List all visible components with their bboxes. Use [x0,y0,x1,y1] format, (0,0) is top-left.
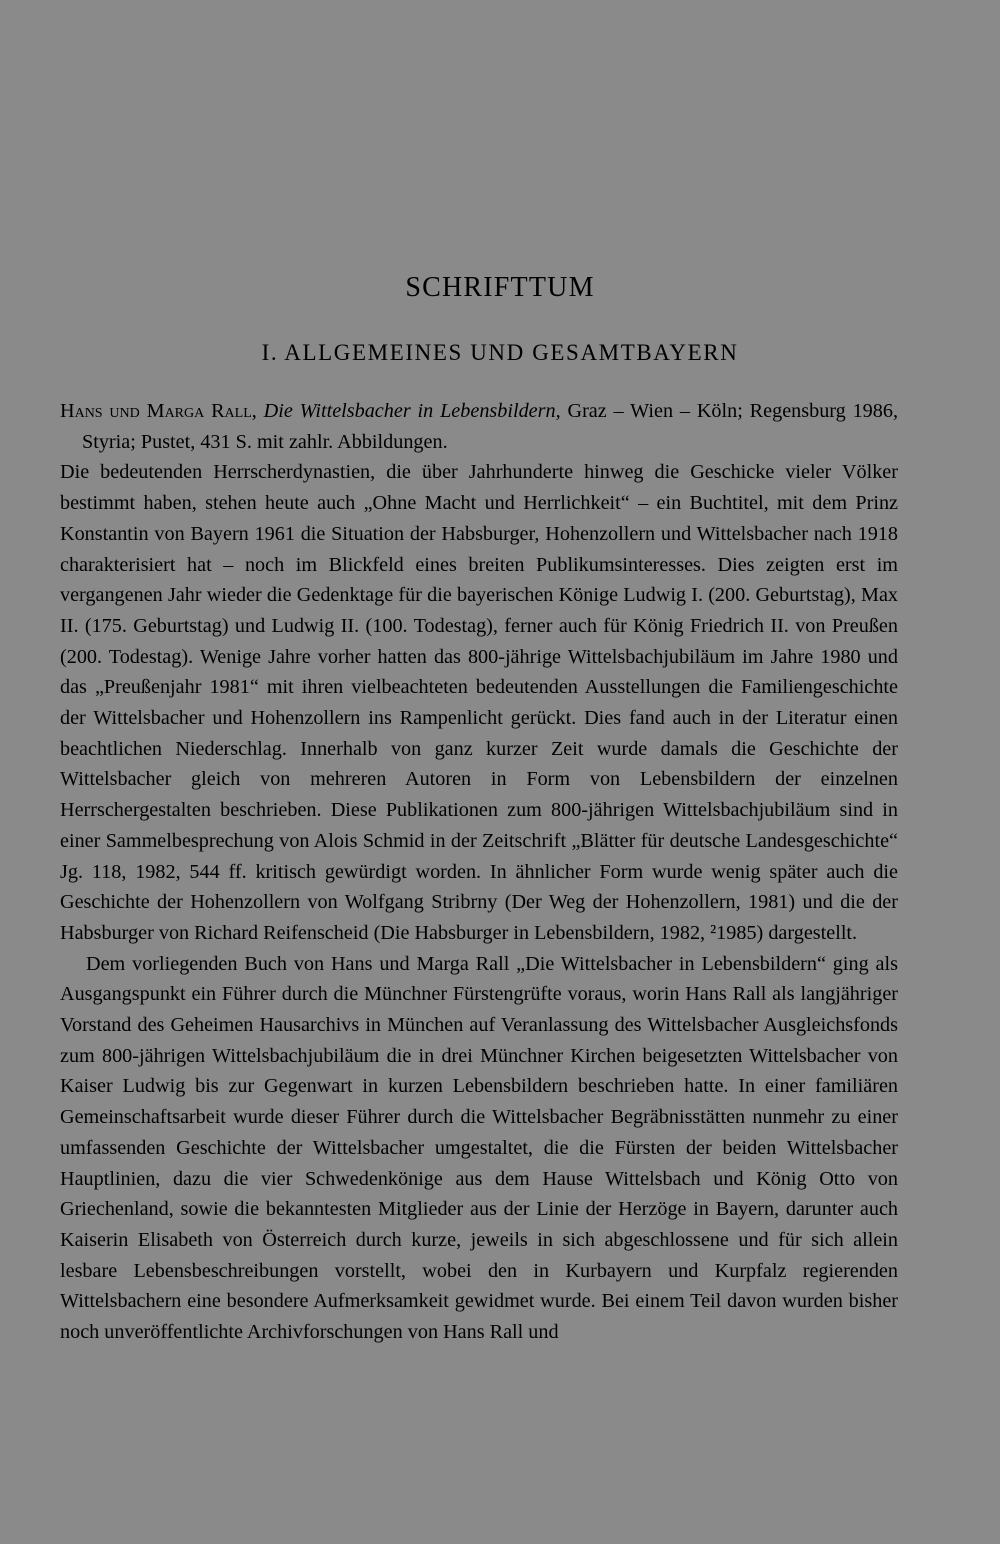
review-paragraph-2: Dem vorliegenden Buch von Hans und Marga Rall „Die Wittelsbacher in Lebensbildern“ ging als Ausgangspunkt ein Führer durch die Münchner Fürstengrüfte voraus, worin Hans Rall als langjähriger Vorstand des Geheimen Hausarchivs in München auf Veranlassung des Wittelsbacher Ausgleichsfonds zum 800-jährigen Wittelsbachjubiläum die in drei Münchner Kirchen beigesetzten Wittelsbacher von Kaiser Ludwig bis zur Gegenwart in kurzen Lebensbildern beschrieben hatte. In einer familiären Gemeinschaftsarbeit wurde dieser Führer durch die Wittelsbacher Begräbnisstätten nunmehr zu einer umfassenden Geschichte der Wittelsbacher umgestaltet, die die Fürsten der beiden Wittelsbacher Hauptlinien, dazu die vier Schwedenkönige aus dem Hause Wittelsbach und König Otto von Griechenland, sowie die bekanntesten Mitglieder aus der Linie der Herzöge in Bayern, darunter auch Kaiserin Elisabeth von Österreich durch kurze, jeweils in sich abgeschlossene und für sich allein lesbare Lebensbeschreibungen vorstellt, wobei den in Kurbayern und Kurpfalz regierenden Wittelsbachern eine besondere Aufmerksamkeit gewidmet wurde. Bei einem Teil davon wurden bisher noch unveröffentlichte Archivforschungen von Hans Rall und [60,952,898,1344]
body-text [60,396,898,1348]
page-title: SCHRIFTTUM [405,272,595,303]
section-heading: I. ALLGEMEINES UND GESAMTBAYERN [261,340,739,365]
bibliographic-entry [60,396,898,457]
entry-authors: Hans und Marga Rall, [60,400,257,422]
review-paragraph-1: Die bedeutenden Herrscherdynastien, die über Jahrhunderte hinweg die Geschicke vieler Völker bestimmt haben, stehen heute auch „Ohne Macht und Herrlichkeit“ – ein Buchtitel, mit dem Prinz Konstantin von Bayern 1961 die Situation der Habsburger, Hohenzollern und Wittelsbacher nach 1918 charakterisiert hat – noch im Blickfeld eines breiten Publikumsinteresses. Dies zeigten erst im vergangenen Jahr wieder die Gedenktage für die bayerischen Könige Ludwig I. (200. Geburtstag), Max II. (175. Geburtstag) und Ludwig II. (100. Todestag), ferner auch für König Friedrich II. von Preußen (200. Todestag). Wenige Jahre vorher hatten das 800-jährige Wittelsbachjubiläum im Jahre 1980 und das „Preußenjahr 1981“ mit ihren vielbeachteten bedeutenden Ausstellungen die Familiengeschichte der Wittelsbacher und Hohenzollern ins Rampenlicht gerückt. Dies fand auch in der Literatur einen beachtlichen Niederschlag. Innerhalb von ganz kurzer Zeit wurde damals die Geschichte der Wittelsbacher gleich von mehreren Autoren in Form von Lebensbildern der einzelnen Herrschergestalten beschrieben. Diese Publikationen zum 800-jährigen Wittelsbachjubiläum sind in einer Sammelbesprechung von Alois Schmid in der Zeitschrift „Blätter für deutsche Landesgeschichte“ Jg. 118, 1982, 544 ff. kritisch gewürdigt worden. In ähnlicher Form wurde wenig später auch die Geschichte der Hohenzollern von Wolfgang Stribrny (Der Weg der Hohenzollern, 1981) und die der Habsburger von Richard Reifenscheid (Die Habsburger in Lebensbildern, 1982, ²1985) dargestellt. [60,461,898,944]
entry-book-title: Die Wittelsbacher in Lebensbildern, [263,400,561,422]
entry-publication: Graz – Wien – Köln; Regensburg 1986, Styria; Pustet, 431 S. mit zahlr. Abbildungen. [82,400,899,453]
